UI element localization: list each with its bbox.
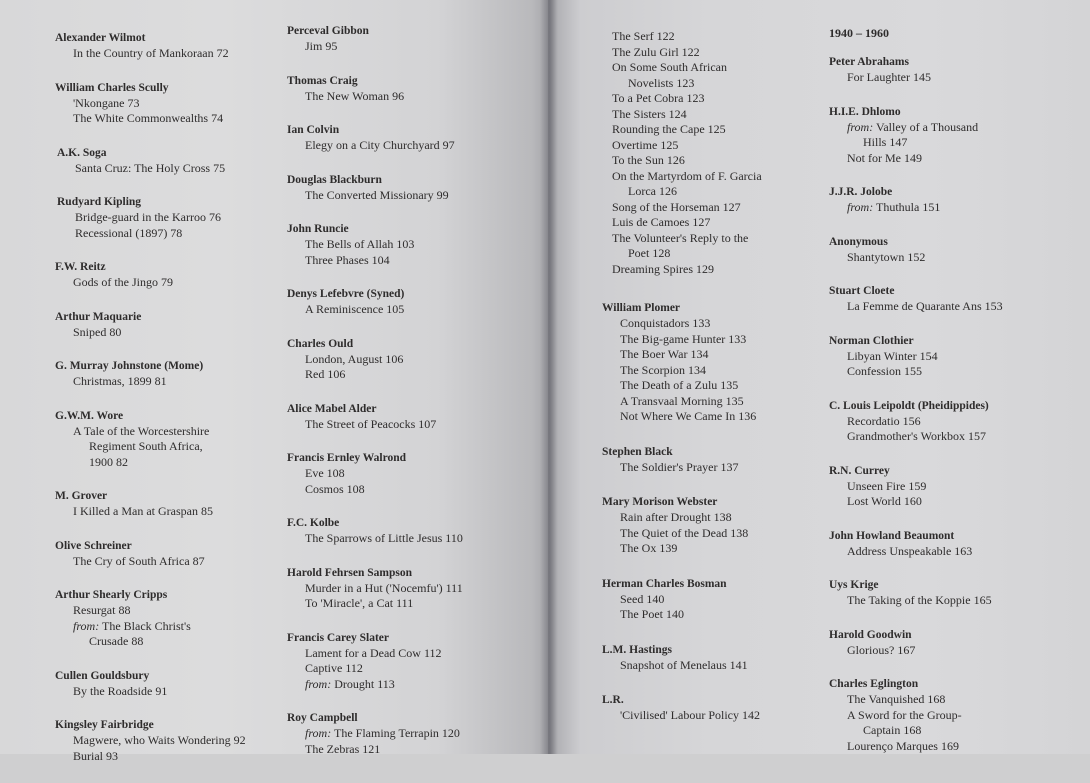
contents-entry <box>55 409 290 471</box>
work-title <box>829 494 1069 510</box>
work-title <box>602 526 822 542</box>
author-name: F.C. Kolbe <box>287 517 340 529</box>
work-title <box>57 161 290 177</box>
work-title <box>287 646 527 662</box>
work-title <box>829 593 1069 609</box>
work-title-text: 'Nkongane 73 <box>73 95 140 110</box>
work-title <box>287 253 527 269</box>
work-title <box>55 439 290 455</box>
work-title: Rounding the Cape 125 <box>612 122 726 136</box>
author-name: A.K. Soga <box>57 146 107 159</box>
work-title <box>287 742 527 758</box>
contents-entry <box>829 334 1069 380</box>
author-name: H.I.E. Dhlomo <box>829 105 901 118</box>
from-prefix: from: <box>847 200 874 214</box>
work-title <box>829 135 1069 151</box>
work-title-text: Captive 112 <box>305 661 363 675</box>
work-title-text: The Street of Peacocks 107 <box>305 416 437 431</box>
from-prefix: from: <box>305 726 332 740</box>
work-title <box>602 316 822 332</box>
work-title: Novelists 123 <box>628 75 695 90</box>
work-title <box>287 138 527 154</box>
work-title <box>602 347 822 363</box>
author-name: L.R. <box>602 694 624 706</box>
work-title-text: Not for Me 149 <box>847 150 922 165</box>
continued-entry <box>612 29 822 277</box>
contents-entry <box>602 643 822 674</box>
work-title <box>829 349 1069 365</box>
author-name: Arthur Maquarie <box>55 310 142 323</box>
work-title-text: The Poet 140 <box>620 607 684 621</box>
work-title: Overtime 125 <box>612 137 679 152</box>
author-name: Francis Carey Slater <box>287 631 389 644</box>
work-title-text: Lost World 160 <box>847 494 922 508</box>
author-name: F.W. Reitz <box>55 261 106 273</box>
contents-entry <box>55 588 290 650</box>
work-title-text: The Death of a Zulu 135 <box>620 378 739 392</box>
work-title-text: By the Roadside 91 <box>73 683 168 698</box>
work-title <box>287 677 527 693</box>
work-title <box>602 708 822 724</box>
work-title: The Sisters 124 <box>612 106 687 121</box>
work-title <box>55 455 290 471</box>
author-name: Charles Eglington <box>829 678 919 690</box>
work-title <box>287 237 527 253</box>
contents-entry <box>287 287 527 318</box>
work-title <box>55 46 290 62</box>
work-title <box>287 531 527 547</box>
work-title-text: Shantytown 152 <box>847 249 926 264</box>
work-title <box>287 188 527 204</box>
work-title-text: Murder in a Hut ('Nocemfu') 111 <box>305 580 463 595</box>
author-name: Stephen Black <box>602 445 673 458</box>
author-name: John Runcie <box>287 223 349 235</box>
work-title: To the Sun 126 <box>612 153 685 167</box>
work-title <box>829 151 1069 167</box>
from-prefix: from: <box>305 676 332 691</box>
contents-entry <box>829 55 1069 86</box>
author-name: Perceval Gibbon <box>287 25 369 37</box>
author-name: Arthur Shearly Cripps <box>55 589 168 601</box>
contents-entry <box>55 669 290 700</box>
work-title <box>287 367 527 383</box>
work-title-text: Conquistadors 133 <box>620 316 711 330</box>
work-title <box>55 554 290 570</box>
column-3-entries <box>602 301 822 724</box>
work-title <box>287 417 527 433</box>
author-name: G.W.M. Wore <box>55 409 124 422</box>
contents-entry <box>829 185 1069 216</box>
work-title <box>602 378 822 394</box>
work-title-text: The Sparrows of Little Jesus 110 <box>305 531 463 545</box>
work-title-text: Grandmother's Workbox 157 <box>847 429 986 443</box>
work-title-text: Magwere, who Waits Wondering 92 <box>73 733 246 747</box>
work-title-text: Cosmos 108 <box>305 481 365 496</box>
author-name: C. Louis Leipoldt (Pheidippides) <box>829 399 989 412</box>
work-title <box>829 479 1069 495</box>
work-title <box>602 658 822 674</box>
from-prefix: from: <box>847 119 874 134</box>
work-title <box>55 504 290 520</box>
work-title <box>287 581 527 597</box>
work-title-text: The Quiet of the Dead 138 <box>620 525 749 540</box>
work-title-text: The Boer War 134 <box>620 347 709 361</box>
contents-entry <box>287 631 527 693</box>
work-title-text: 1900 82 <box>89 454 128 469</box>
work-title-text: The Converted Missionary 99 <box>305 187 449 202</box>
author-name: Uys Krige <box>829 579 879 591</box>
work-title: Poet 128 <box>628 246 671 260</box>
work-title-text: Santa Cruz: The Holy Cross 75 <box>75 160 226 175</box>
author-name: Roy Campbell <box>287 712 358 724</box>
work-title-text: Recordatio 156 <box>847 413 921 428</box>
contents-entry <box>829 529 1069 560</box>
contents-entry <box>287 516 527 547</box>
work-title-text: A Sword for the Group- <box>847 707 962 722</box>
work-title-text: The Black Christ's <box>99 618 191 633</box>
work-title <box>287 352 527 368</box>
work-title: On the Martyrdom of F. Garcia <box>612 168 762 183</box>
contents-entry <box>57 146 290 177</box>
work-title-text: The Flaming Terrapin 120 <box>331 726 460 740</box>
work-title-text: Valley of a Thousand <box>873 119 979 134</box>
work-title: The Volunteer's Reply to the <box>612 230 749 245</box>
work-title <box>602 510 822 526</box>
work-title <box>829 544 1069 560</box>
work-title-text: Libyan Winter 154 <box>847 348 938 363</box>
work-title-text: Not Where We Came In 136 <box>620 409 757 423</box>
work-title <box>287 482 527 498</box>
work-title <box>602 460 822 476</box>
work-title <box>287 466 527 482</box>
contents-entry <box>55 310 290 341</box>
contents-entry <box>287 173 527 204</box>
work-title: Lorca 126 <box>628 184 677 198</box>
author-name: Charles Ould <box>287 337 354 350</box>
work-title-text: Three Phases 104 <box>305 252 390 267</box>
work-title-text: Burial 93 <box>73 748 118 763</box>
work-title <box>829 723 1069 739</box>
contents-entry <box>829 284 1069 315</box>
work-title-text: Christmas, 1899 81 <box>73 374 167 388</box>
work-title <box>287 726 527 742</box>
work-title <box>55 733 290 749</box>
contents-entry <box>287 222 527 268</box>
work-title <box>287 302 527 318</box>
author-name: Olive Schreiner <box>55 539 132 552</box>
contents-entry <box>55 718 290 764</box>
work-title-text: Lament for a Dead Cow 112 <box>305 645 442 660</box>
work-title-text: Captain 168 <box>863 723 922 737</box>
work-title-text: The Bells of Allah 103 <box>305 237 415 251</box>
work-title <box>829 414 1069 430</box>
work-title-text: To 'Miracle', a Cat 111 <box>305 596 414 610</box>
work-title <box>55 619 290 635</box>
work-title <box>829 120 1069 136</box>
contents-entry <box>287 337 527 383</box>
author-name: Denys Lefebvre (Syned) <box>287 288 405 300</box>
work-title <box>829 643 1069 659</box>
author-name: R.N. Currey <box>829 464 890 477</box>
work-title <box>55 96 290 112</box>
from-prefix: from: <box>73 618 100 633</box>
work-title <box>829 429 1069 445</box>
work-title-text: Eve 108 <box>305 466 345 480</box>
contents-column-2 <box>287 24 527 776</box>
contents-entry <box>287 711 527 757</box>
author-name: Alexander Wilmot <box>55 32 146 44</box>
contents-column-1 <box>55 31 290 783</box>
contents-entry <box>829 399 1069 445</box>
work-title-text: The Vanquished 168 <box>847 692 946 706</box>
author-name: Ian Colvin <box>287 124 340 136</box>
work-title-text: Regiment South Africa, <box>89 439 203 453</box>
author-name: William Charles Scully <box>55 81 169 94</box>
work-title-text: The Taking of the Koppie 165 <box>847 593 992 607</box>
work-title <box>55 749 290 765</box>
work-title <box>287 661 527 677</box>
work-title <box>602 607 822 623</box>
work-title <box>602 394 822 410</box>
work-title: On Some South African <box>612 60 727 74</box>
work-title <box>602 332 822 348</box>
work-title-text: The Big-game Hunter 133 <box>620 331 747 346</box>
work-title-text: Glorious? 167 <box>847 642 916 657</box>
work-title-text: Confession 155 <box>847 364 922 378</box>
work-title-text: A Reminiscence 105 <box>305 302 405 316</box>
contents-entry <box>287 402 527 433</box>
work-title <box>55 275 290 291</box>
author-name: Kingsley Fairbridge <box>55 719 154 731</box>
work-title <box>829 299 1069 315</box>
work-title-text: Resurgat 88 <box>73 603 131 617</box>
work-title-text: Seed 140 <box>620 591 665 606</box>
contents-entry <box>829 105 1069 167</box>
contents-entry <box>287 566 527 612</box>
contents-entry <box>829 464 1069 510</box>
work-title-text: Rain after Drought 138 <box>620 510 732 524</box>
work-title <box>287 89 527 105</box>
author-name: Rudyard Kipling <box>57 196 142 208</box>
author-name: Cullen Gouldsbury <box>55 669 150 682</box>
author-name: G. Murray Johnstone (Mome) <box>55 360 204 372</box>
contents-column-4 <box>829 26 1069 773</box>
work-title <box>602 592 822 608</box>
work-title-text: Jim 95 <box>305 39 338 53</box>
contents-entry <box>55 359 290 390</box>
work-title <box>55 603 290 619</box>
contents-entry <box>55 489 290 520</box>
work-title-text: The Zebras 121 <box>305 741 381 756</box>
work-title-text: Red 106 <box>305 367 346 381</box>
author-name: Douglas Blackburn <box>287 173 382 186</box>
work-title-text: The Ox 139 <box>620 541 678 555</box>
work-title <box>602 363 822 379</box>
author-name: M. Grover <box>55 490 108 502</box>
work-title-text: La Femme de Quarante Ans 153 <box>847 299 1003 313</box>
work-title <box>287 39 527 55</box>
author-name: Stuart Cloete <box>829 285 895 297</box>
work-title <box>55 325 290 341</box>
author-name: Mary Morison Webster <box>602 496 718 508</box>
work-title-text: 'Civilised' Labour Policy 142 <box>620 708 760 722</box>
work-title-text: Unseen Fire 159 <box>847 478 927 493</box>
work-title-text: For Laughter 145 <box>847 70 931 84</box>
work-title-text: In the Country of Mankoraan 72 <box>73 46 229 60</box>
work-title-text: Bridge-guard in the Karroo 76 <box>75 210 221 224</box>
contents-entry <box>602 495 822 557</box>
work-title-text: The Soldier's Prayer 137 <box>620 459 739 474</box>
work-title: Song of the Horseman 127 <box>612 199 741 214</box>
contents-entry <box>55 81 290 127</box>
book-gutter <box>540 0 558 754</box>
contents-entry <box>829 235 1069 266</box>
work-title-text: I Killed a Man at Graspan 85 <box>73 504 213 518</box>
work-title <box>57 210 290 226</box>
work-title-text: The White Commonwealths 74 <box>73 111 224 125</box>
work-title-text: Sniped 80 <box>73 324 122 339</box>
contents-entry <box>287 451 527 497</box>
work-title <box>55 374 290 390</box>
work-title <box>55 424 290 440</box>
work-title-text: London, August 106 <box>305 351 404 366</box>
contents-entry <box>602 301 822 425</box>
author-name: L.M. Hastings <box>602 643 672 656</box>
work-title-text: Snapshot of Menelaus 141 <box>620 657 748 672</box>
contents-entry <box>57 195 290 241</box>
work-title-text: Crusade 88 <box>89 634 144 648</box>
author-name: Peter Abrahams <box>829 56 909 68</box>
work-title-text: A Transvaal Morning 135 <box>620 393 744 408</box>
contents-entry <box>602 577 822 623</box>
contents-entry <box>287 123 527 154</box>
work-title <box>829 739 1069 755</box>
work-title-text: A Tale of the Worcestershire <box>73 423 210 438</box>
work-title-text: Drought 113 <box>331 676 395 691</box>
author-name: Alice Mabel Alder <box>287 402 377 415</box>
author-name: Francis Ernley Walrond <box>287 452 407 464</box>
work-title <box>55 111 290 127</box>
section-heading: 1940 – 1960 <box>829 26 889 40</box>
contents-entry <box>602 445 822 476</box>
author-name: John Howland Beaumont <box>829 529 955 542</box>
work-title-text: Recessional (1897) 78 <box>75 225 183 240</box>
work-title-text: Hills 147 <box>863 135 908 149</box>
contents-entry <box>55 260 290 291</box>
work-title: Luis de Camoes 127 <box>612 215 711 229</box>
contents-entry <box>829 677 1069 754</box>
work-title <box>829 200 1069 216</box>
contents-entry <box>829 578 1069 609</box>
work-title <box>829 364 1069 380</box>
work-title <box>829 692 1069 708</box>
work-title: Dreaming Spires 129 <box>612 261 714 276</box>
work-title <box>829 250 1069 266</box>
work-title-text: Thuthula 151 <box>873 200 941 214</box>
author-name: Harold Fehrsen Sampson <box>287 566 413 579</box>
author-name: Norman Clothier <box>829 334 914 347</box>
contents-entry <box>55 539 290 570</box>
work-title-text: Elegy on a City Churchyard 97 <box>305 138 455 152</box>
work-title: The Serf 122 <box>612 29 675 43</box>
work-title <box>287 596 527 612</box>
work-title <box>57 226 290 242</box>
contents-entry <box>602 693 822 724</box>
work-title <box>602 541 822 557</box>
work-title-text: The New Woman 96 <box>305 88 405 103</box>
work-title <box>55 684 290 700</box>
work-title <box>829 70 1069 86</box>
work-title <box>829 708 1069 724</box>
work-title <box>55 634 290 650</box>
contents-column-3 <box>602 29 822 744</box>
work-title: To a Pet Cobra 123 <box>612 91 705 105</box>
work-title-text: Gods of the Jingo 79 <box>73 275 173 289</box>
author-name: Harold Goodwin <box>829 628 912 641</box>
contents-entry <box>287 74 527 105</box>
work-title-text: Lourenço Marques 169 <box>847 738 959 753</box>
work-title: The Zulu Girl 122 <box>612 44 700 59</box>
work-title-text: Address Unspeakable 163 <box>847 543 973 558</box>
author-name: Anonymous <box>829 235 888 248</box>
work-title-text: The Scorpion 134 <box>620 362 706 377</box>
author-name: William Plomer <box>602 302 681 314</box>
work-title <box>602 409 822 425</box>
contents-entry <box>287 24 527 55</box>
author-name: Herman Charles Bosman <box>602 577 727 590</box>
author-name: J.J.R. Jolobe <box>829 186 893 198</box>
contents-entry <box>55 31 290 62</box>
contents-entry <box>829 628 1069 659</box>
author-name: Thomas Craig <box>287 74 358 87</box>
work-title-text: The Cry of South Africa 87 <box>73 553 205 568</box>
